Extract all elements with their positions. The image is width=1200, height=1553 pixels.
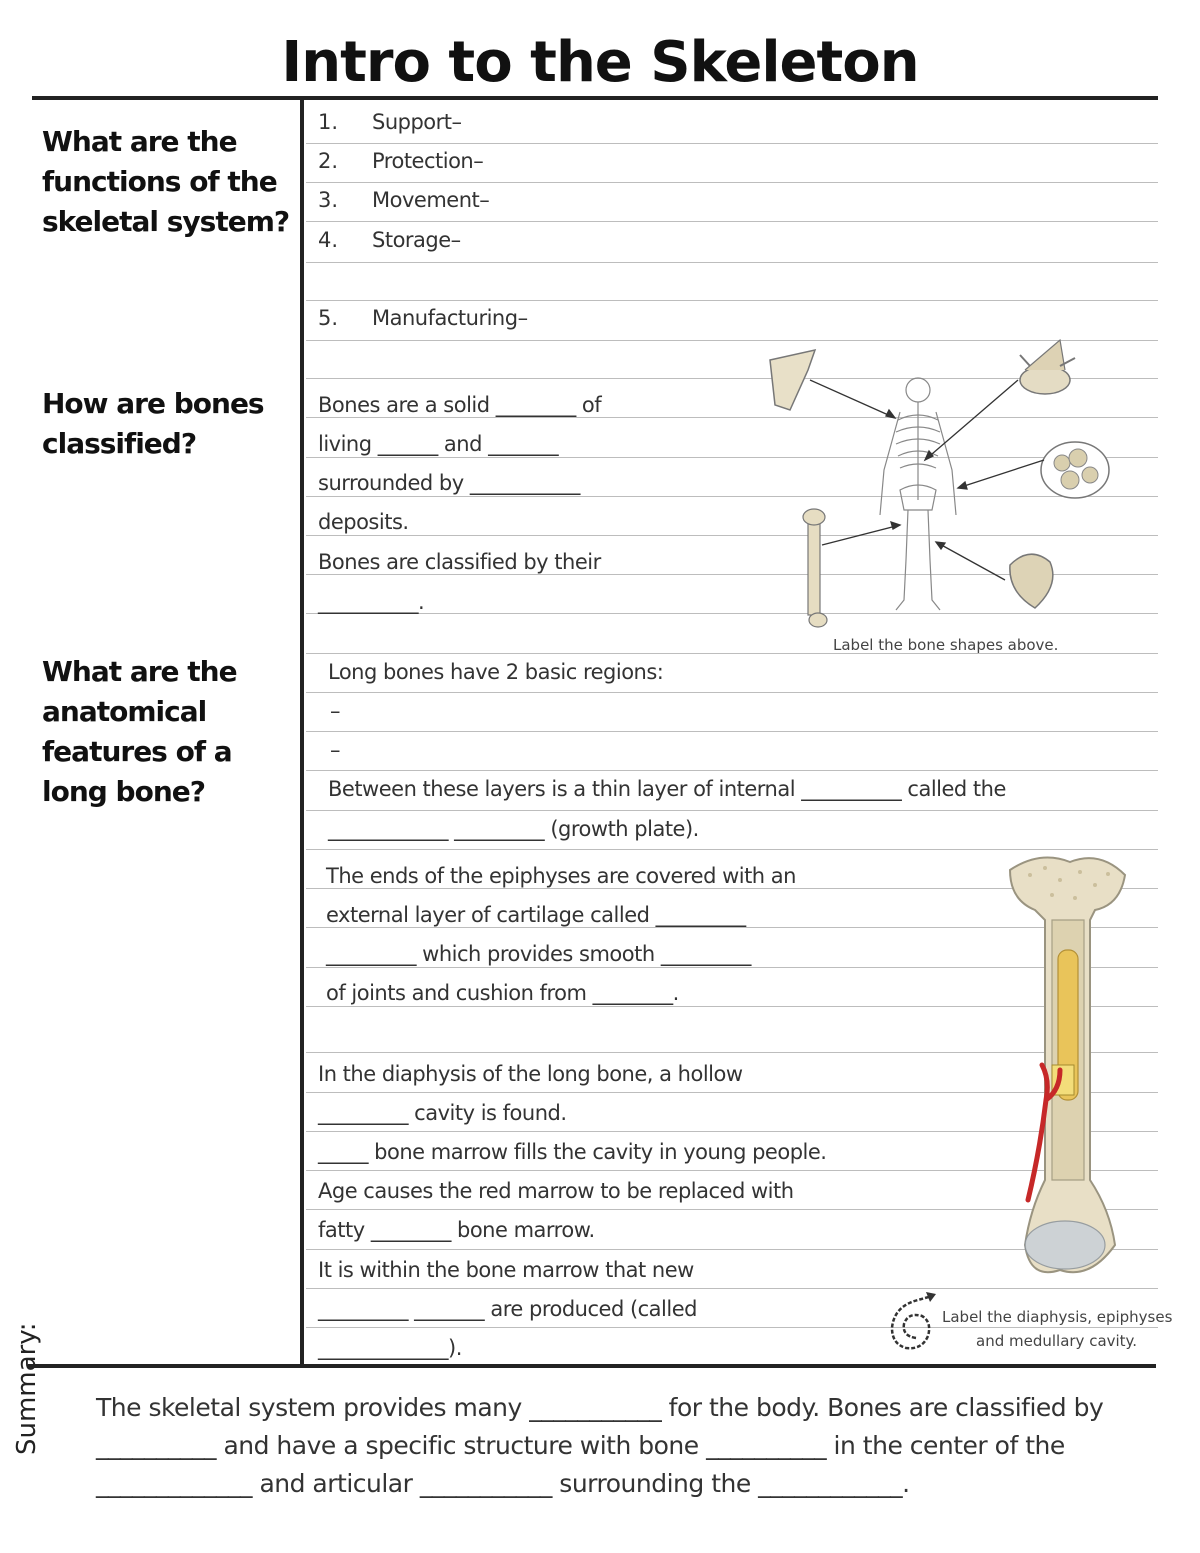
flat-bone-icon xyxy=(770,350,815,410)
longbone-line: ____________ _________ (growth plate). xyxy=(328,817,699,841)
function-label: Movement– xyxy=(372,188,490,212)
longbone-line: In the diaphysis of the long bone, a hollow xyxy=(318,1062,743,1086)
classify-line: deposits. xyxy=(318,510,409,534)
classify-line: Bones are classified by their xyxy=(318,550,601,574)
ruled-line xyxy=(306,731,1158,732)
classify-line: __________. xyxy=(318,590,425,614)
longbone-line: _____________). xyxy=(318,1336,462,1360)
function-number: 5. xyxy=(318,306,339,330)
longbone-line: fatty ________ bone marrow. xyxy=(318,1218,595,1242)
longbone-line: Between these layers is a thin layer of internal __________ called the xyxy=(328,777,1006,801)
longbone-line: external layer of cartilage called _________ xyxy=(326,903,746,927)
ruled-line xyxy=(306,221,1158,222)
function-label: Support– xyxy=(372,110,462,134)
classify-line: living ______ and _______ xyxy=(318,432,559,456)
longbone-line: of joints and cushion from ________. xyxy=(326,981,679,1005)
ruled-line xyxy=(306,1327,1158,1328)
longbone-line: _____ bone marrow fills the cavity in young people. xyxy=(318,1140,827,1164)
page-title: Intro to the Skeleton xyxy=(281,30,919,95)
longbone-line: – xyxy=(330,738,340,762)
classify-line: Bones are a solid ________ of xyxy=(318,393,602,417)
longbone-line: _________ _______ are produced (called xyxy=(318,1297,697,1321)
function-number: 1. xyxy=(318,110,339,134)
summary-label: Summary: xyxy=(12,1322,42,1455)
function-number: 4. xyxy=(318,228,339,252)
bottom-divider xyxy=(28,1364,1156,1368)
function-label: Manufacturing– xyxy=(372,306,528,330)
longbone-line: _________ cavity is found. xyxy=(318,1101,567,1125)
summary-line: The skeletal system provides many ___________ for the body. Bones are classified by xyxy=(96,1393,1104,1422)
spiral-arrow-icon xyxy=(888,1290,944,1360)
summary-line: __________ and have a specific structure with bone __________ in the center of the xyxy=(96,1431,1065,1460)
long-bone-caption: Label the diaphysis, epiphyses xyxy=(942,1308,1173,1326)
long-bone-caption: and medullary cavity. xyxy=(976,1332,1138,1350)
long-bone-illustration xyxy=(1000,850,1140,1290)
classify-line: surrounded by ___________ xyxy=(318,471,580,495)
function-number: 3. xyxy=(318,188,339,212)
longbone-line: _________ which provides smooth _________ xyxy=(326,942,751,966)
longbone-line: Long bones have 2 basic regions: xyxy=(328,660,664,684)
question-functions: What are the functions of the skeletal system? xyxy=(42,125,290,238)
longbone-line: – xyxy=(330,699,340,723)
top-divider xyxy=(32,96,1158,100)
longbone-line: Age causes the red marrow to be replaced with xyxy=(318,1179,794,1203)
short-bone-icon xyxy=(1041,442,1109,498)
longbone-line: It is within the bone marrow that new xyxy=(318,1258,694,1282)
ruled-line xyxy=(306,692,1158,693)
function-number: 2. xyxy=(318,149,339,173)
irregular-bone-icon xyxy=(1020,340,1075,394)
question-anatomy: What are the anatomical features of a long bone? xyxy=(42,655,237,808)
bone-shapes-illustration xyxy=(760,330,1120,630)
function-label: Protection– xyxy=(372,149,484,173)
ruled-line xyxy=(306,810,1158,811)
sesamoid-bone-icon xyxy=(1010,554,1053,608)
ruled-line xyxy=(306,770,1158,771)
ruled-line xyxy=(306,262,1158,263)
ruled-line xyxy=(306,143,1158,144)
question-classification: How are bones classified? xyxy=(42,387,264,460)
bone-shapes-caption: Label the bone shapes above. xyxy=(833,636,1059,654)
summary-line: _____________ and articular ___________ surrounding the ____________. xyxy=(96,1469,910,1498)
function-label: Storage– xyxy=(372,228,461,252)
ruled-line xyxy=(306,182,1158,183)
long-bone-icon xyxy=(803,509,827,627)
longbone-line: The ends of the epiphyses are covered with an xyxy=(326,864,796,888)
ruled-line xyxy=(306,300,1158,301)
